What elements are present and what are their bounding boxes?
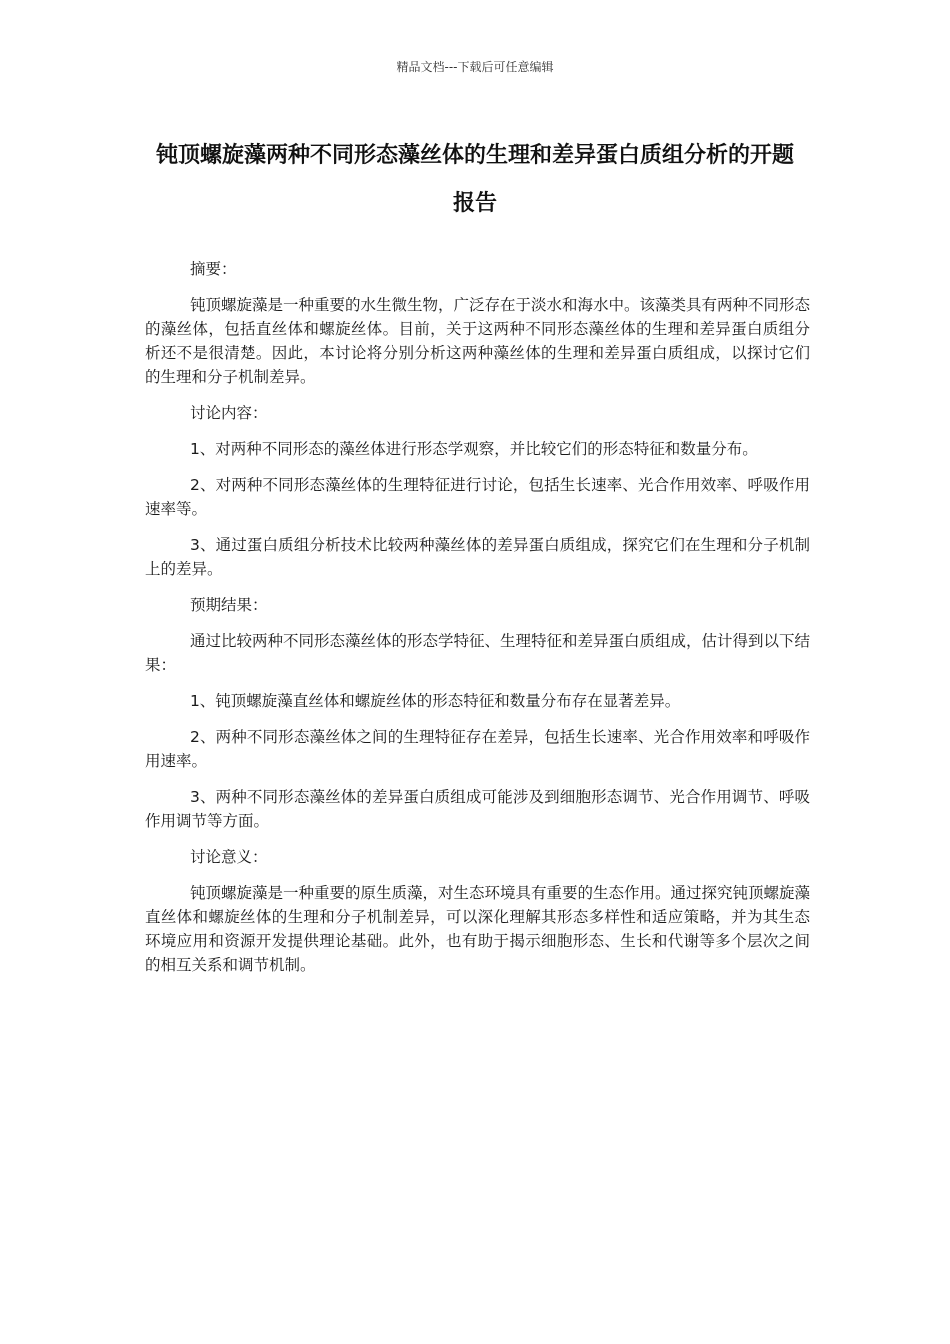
paragraph-results-item-2: 2、两种不同形态藻丝体之间的生理特征存在差异，包括生长速率、光合作用效率和呼吸作用速率。	[145, 728, 810, 770]
paragraph-content-item-1: 1、对两种不同形态的藻丝体进行形态学观察，并比较它们的形态特征和数量分布。	[189, 440, 758, 458]
document-body	[145, 257, 810, 989]
section-heading-abstract: 摘要：	[189, 260, 237, 278]
section-heading-significance: 讨论意义：	[189, 848, 268, 866]
paragraph-abstract: 钝顶螺旋藻是一种重要的水生微生物，广泛存在于淡水和海水中。该藻类具有两种不同形态的藻丝体，包括直丝体和螺旋丝体。目前，关于这两种不同形态藻丝体的生理和差异蛋白质组分析还不是很清楚。因此，本讨论将分别分析这两种藻丝体的生理和差异蛋白质组成，以探讨它们的生理和分子机制差异。	[145, 296, 810, 386]
section-heading-content: 讨论内容：	[189, 404, 268, 422]
header-note: 精品文档---下载后可任意编辑	[396, 60, 554, 74]
paragraph-results-item-3: 3、两种不同形态藻丝体的差异蛋白质组成可能涉及到细胞形态调节、光合作用调节、呼吸作用调节等方面。	[145, 788, 810, 830]
paragraph-significance: 钝顶螺旋藻是一种重要的原生质藻，对生态环境具有重要的生态作用。通过探究钝顶螺旋藻直丝体和螺旋丝体的生理和分子机制差异，可以深化理解其形态多样性和适应策略，并为其生态环境应用和资源开发提供理论基础。此外，也有助于揭示细胞形态、生长和代谢等多个层次之间的相互关系和调节机制。	[145, 884, 810, 974]
paragraph-results-intro: 通过比较两种不同形态藻丝体的形态学特征、生理特征和差异蛋白质组成，估计得到以下结果：	[145, 632, 810, 674]
paragraph-results-item-1: 1、钝顶螺旋藻直丝体和螺旋丝体的形态特征和数量分布存在显著差异。	[189, 692, 681, 710]
document-title: 钝顶螺旋藻两种不同形态藻丝体的生理和差异蛋白质组分析的开题报告	[155, 143, 794, 216]
paragraph-content-item-2: 2、对两种不同形态藻丝体的生理特征进行讨论，包括生长速率、光合作用效率、呼吸作用速率等。	[145, 476, 810, 518]
section-heading-results: 预期结果：	[189, 596, 268, 614]
paragraph-content-item-3: 3、通过蛋白质组分析技术比较两种藻丝体的差异蛋白质组成，探究它们在生理和分子机制上的差异。	[145, 536, 810, 578]
